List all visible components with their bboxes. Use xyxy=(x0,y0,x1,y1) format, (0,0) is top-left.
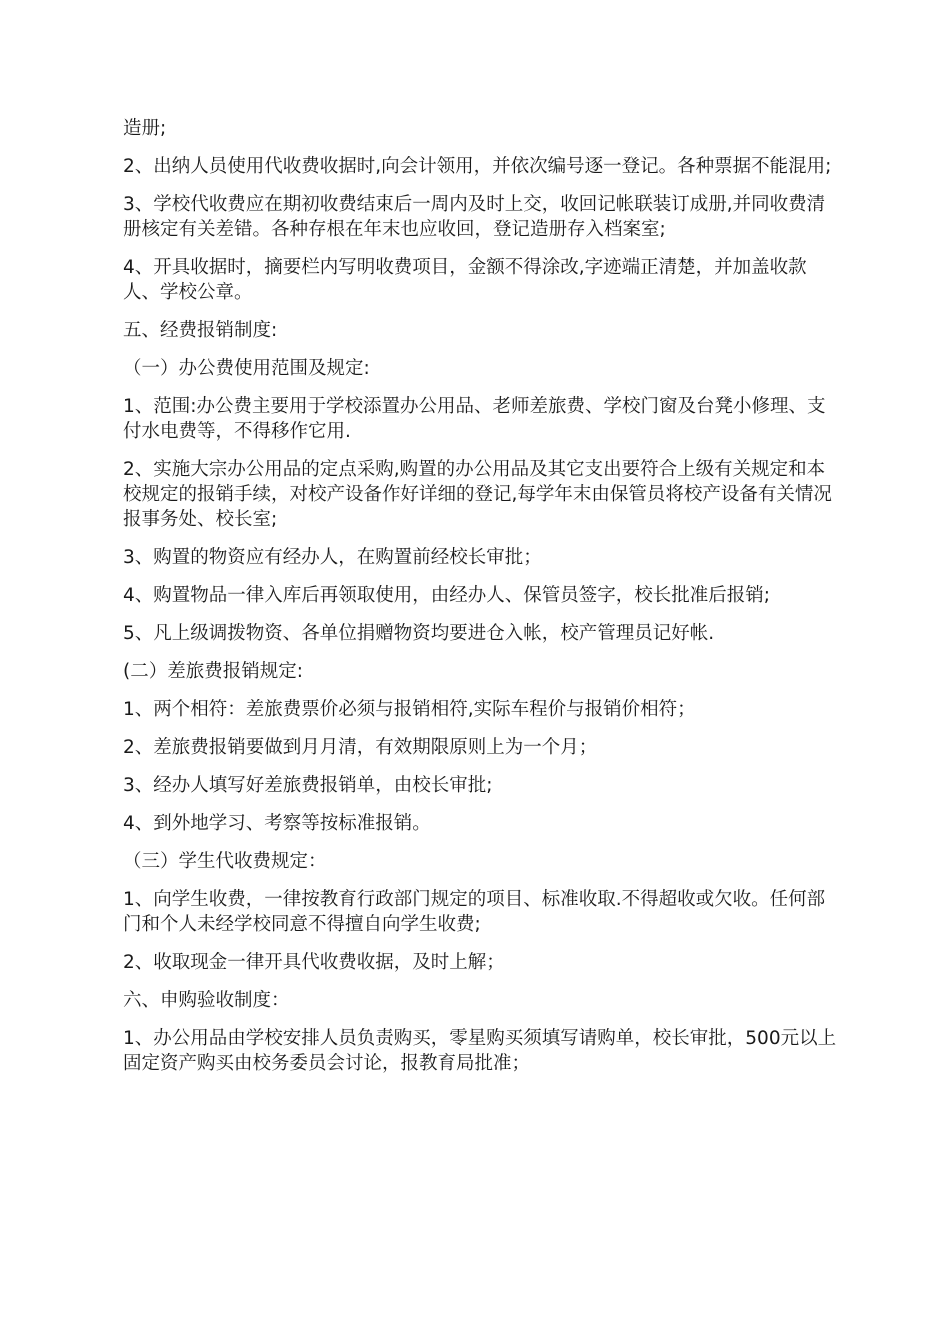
paragraph: 造册; xyxy=(123,118,167,139)
paragraph: 4、购置物品一律入库后再领取使用，由经办人、保管员签字，校长批准后报销; xyxy=(123,585,771,606)
subsection-heading: （三）学生代收费规定： xyxy=(123,851,327,872)
paragraph: 5、凡上级调拨物资、各单位捐赠物资均要进仓入帐，校产管理员记好帐. xyxy=(123,623,715,644)
paragraph: 2、收取现金一律开具代收费收据，及时上解； xyxy=(123,952,505,973)
paragraph: 4、开具收据时，摘要栏内写明收费项目，金额不得涂改,字迹端正清楚，并加盖收款人、学校公章。 xyxy=(123,257,807,303)
paragraph: 3、经办人填写好差旅费报销单，由校长审批; xyxy=(123,775,493,796)
paragraph: 4、到外地学习、考察等按标准报销。 xyxy=(123,813,431,834)
document-body xyxy=(123,116,843,1089)
section-heading: 五、经费报销制度: xyxy=(123,320,278,341)
paragraph: 2、实施大宗办公用品的定点采购,购置的办公用品及其它支出要符合上级有关规定和本校规定的报销手续，对校产设备作好详细的登记,每学年末由保管员将校产设备有关情况报事务处、校长室; xyxy=(123,459,832,530)
paragraph: 1、办公用品由学校安排人员负责购买，零星购买须填写请购单，校长审批，500元以上固定资产购买由校务委员会讨论，报教育局批准； xyxy=(123,1028,837,1074)
subsection-heading: （一）办公费使用范围及规定: xyxy=(123,358,370,379)
paragraph: 3、购置的物资应有经办人，在购置前经校长审批； xyxy=(123,547,542,568)
paragraph: 2、差旅费报销要做到月月清，有效期限原则上为一个月； xyxy=(123,737,598,758)
paragraph: 1、范围:办公费主要用于学校添置办公用品、老师差旅费、学校门窗及台凳小修理、支付水电费等，不得移作它用. xyxy=(123,396,826,442)
paragraph: 1、两个相符：差旅费票价必须与报销相符,实际车程价与报销价相符； xyxy=(123,699,696,720)
subsection-heading: (二）差旅费报销规定: xyxy=(123,661,303,682)
paragraph: 2、出纳人员使用代收费收据时,向会计领用，并依次编号逐一登记。各种票据不能混用; xyxy=(123,156,832,177)
paragraph: 3、学校代收费应在期初收费结束后一周内及时上交，收回记帐联装订成册,并同收费清册核定有关差错。各种存根在年末也应收回，登记造册存入档案室; xyxy=(123,194,826,240)
paragraph: 1、向学生收费，一律按教育行政部门规定的项目、标准收取.不得超收或欠收。任何部门和个人未经学校同意不得擅自向学生收费; xyxy=(123,889,826,935)
section-heading: 六、申购验收制度： xyxy=(123,990,290,1011)
